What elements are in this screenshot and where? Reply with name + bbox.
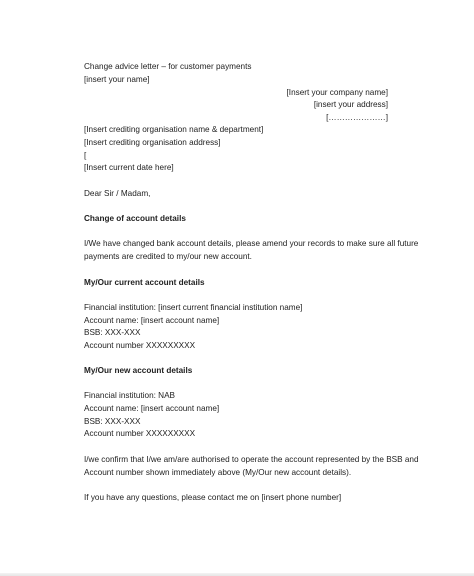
current-institution: Financial institution: [insert current financial institution name] bbox=[84, 303, 303, 312]
new-bsb: BSB: XXX-XXX bbox=[84, 417, 141, 426]
new-details-heading: My/Our new account details bbox=[84, 366, 193, 375]
recipient-organisation: [Insert crediting organisation name & department] bbox=[84, 125, 264, 134]
new-account-name: Account name: [insert account name] bbox=[84, 404, 220, 413]
sender-company-name: [Insert your company name] bbox=[286, 88, 388, 97]
letter-date: [Insert current date here] bbox=[84, 163, 174, 172]
new-account-number: Account number XXXXXXXXX bbox=[84, 429, 196, 438]
current-bsb: BSB: XXX-XXX bbox=[84, 328, 141, 337]
sender-address: [insert your address] bbox=[313, 100, 388, 109]
letter-heading: Change of account details bbox=[84, 214, 186, 223]
salutation: Dear Sir / Madam, bbox=[84, 189, 151, 198]
current-account-name: Account name: [insert account name] bbox=[84, 316, 220, 325]
contact-line: If you have any questions, please contact me on [insert phone number] bbox=[84, 493, 342, 502]
recipient-address: [Insert crediting organisation address] bbox=[84, 138, 221, 147]
recipient-extra-text: [ bbox=[84, 151, 87, 160]
confirm-line-1: I/we confirm that I/we am/are authorised to operate the account represented by the BSB and bbox=[84, 455, 419, 464]
intro-line-1: I/We have changed bank account details, please amend your records to make sure all future bbox=[84, 239, 419, 248]
confirm-line-2: Account number shown immediately above (My/Our new account details). bbox=[84, 468, 352, 477]
current-account-number: Account number XXXXXXXXX bbox=[84, 341, 196, 350]
new-institution: Financial institution: NAB bbox=[84, 391, 176, 400]
sender-name: [insert your name] bbox=[84, 75, 150, 84]
intro-line-2: payments are credited to my/our new account. bbox=[84, 252, 252, 261]
letter-title: Change advice letter – for customer payments bbox=[84, 62, 252, 71]
sender-address-blank: […………………] bbox=[326, 113, 388, 122]
recipient-extra-line bbox=[84, 151, 86, 161]
current-details-heading: My/Our current account details bbox=[84, 278, 205, 287]
